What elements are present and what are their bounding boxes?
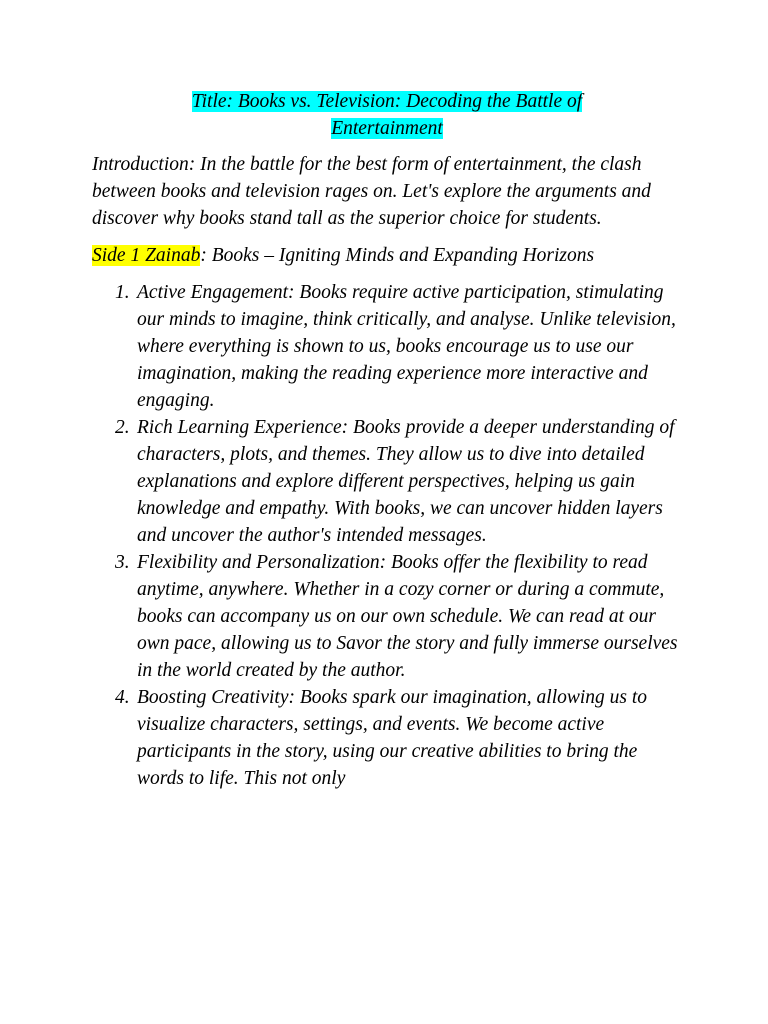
- list-item-number: 2.: [115, 417, 130, 438]
- list-item-number: 3.: [115, 552, 130, 573]
- side-label: Side 1 Zainab: [92, 245, 201, 266]
- document-page: [92, 88, 682, 792]
- points-list: [92, 279, 682, 792]
- list-item-text: Active Engagement: Books require active participation, stimulating our minds to imagine, think critically, and analyse. Unlike television, where everything is shown to us, books encourage us to use our imagination, making the reading experience more interactive and engaging.: [137, 282, 676, 411]
- title-line-1: Title: Books vs. Television: Decoding the Battle of: [191, 91, 583, 112]
- introduction-paragraph: Introduction: In the battle for the best form of entertainment, the clash between books and television rages on. Let's explore the arguments and discover why books stand tall as the superior choice for students.: [92, 154, 651, 229]
- list-item-number: 1.: [115, 282, 130, 303]
- side-heading-text: : Books – Igniting Minds and Expanding Horizons: [200, 245, 595, 266]
- list-item-text: Flexibility and Personalization: Books offer the flexibility to read anytime, anywhere. Whether in a cozy corner or during a commute, books can accompany us on our own schedule. We can read at our own pace, allowing us to Savor the story and fully immerse ourselves in the world created by the author.: [137, 552, 678, 681]
- title-line-2: Entertainment: [331, 118, 443, 139]
- list-item: [92, 684, 682, 792]
- list-item: [92, 279, 682, 414]
- list-item: [92, 549, 682, 684]
- list-item-text: Boosting Creativity: Books spark our imagination, allowing us to visualize characters, settings, and events. We become active participants in the story, using our creative abilities to bring the words to life. This not only: [137, 687, 648, 789]
- list-item: [92, 414, 682, 549]
- document-title: [92, 88, 682, 142]
- list-item-text: Rich Learning Experience: Books provide a deeper understanding of characters, plots, and themes. They allow us to dive into detailed explanations and explore different perspectives, helping us gain knowledge and empathy. With books, we can uncover hidden layers and uncover the author's intended messages.: [137, 417, 675, 546]
- side-heading: [92, 242, 682, 269]
- list-item-number: 4.: [115, 687, 130, 708]
